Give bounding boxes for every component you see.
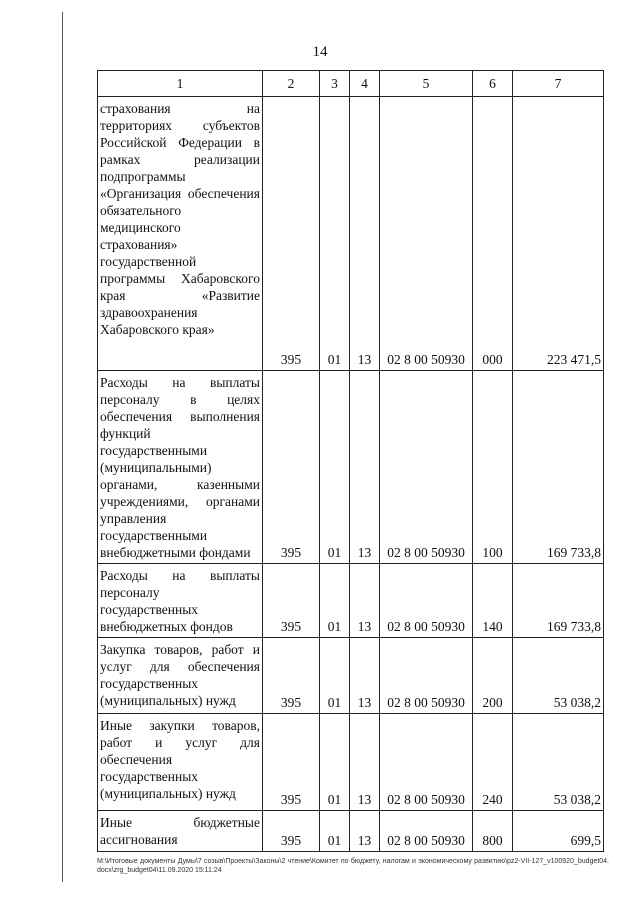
item-name: Иные закупки товаров, работ и услуг для обеспечения государственных (муниципальных) нужд — [98, 714, 263, 811]
expense-type-code: 200 — [473, 638, 513, 714]
target-code: 02 8 00 50930 — [380, 714, 473, 811]
ministry-code: 395 — [263, 638, 320, 714]
ministry-code: 395 — [263, 714, 320, 811]
header-cell: 4 — [350, 71, 380, 97]
ministry-code: 395 — [263, 564, 320, 638]
ministry-code: 395 — [263, 371, 320, 564]
target-code: 02 8 00 50930 — [380, 638, 473, 714]
amount: 53 038,2 — [513, 638, 604, 714]
document-file-path: M:\Итоговые документы Думы\7 созыв\Проекты\Законы\2 чтение\Комитет по бюджету, налогам и экономическому развитию\pz2-VII-127_v100920_budget04.docx\zrg_budget04\11.09.2020 15:11:24 — [97, 858, 609, 874]
amount: 699,5 — [513, 811, 604, 852]
expense-type-code: 000 — [473, 97, 513, 371]
page-number: 14 — [312, 44, 328, 60]
subsection-code: 13 — [350, 564, 380, 638]
table-row — [98, 371, 604, 564]
table-row — [98, 638, 604, 714]
target-code: 02 8 00 50930 — [380, 564, 473, 638]
amount: 169 733,8 — [513, 564, 604, 638]
binding-margin-line — [62, 12, 63, 882]
section-code: 01 — [320, 371, 350, 564]
amount: 53 038,2 — [513, 714, 604, 811]
target-code: 02 8 00 50930 — [380, 811, 473, 852]
expense-type-code: 140 — [473, 564, 513, 638]
subsection-code: 13 — [350, 97, 380, 371]
subsection-code: 13 — [350, 371, 380, 564]
table-header-row — [98, 71, 604, 97]
item-name: Расходы на выплаты персоналу в целях обеспечения выполнения функций государственными (муниципальными) органами, казенными учреждениями, органами управления государственными внебюджетными фондами — [98, 371, 263, 564]
target-code: 02 8 00 50930 — [380, 97, 473, 371]
section-code: 01 — [320, 564, 350, 638]
item-name: Иные бюджетные ассигнования — [98, 811, 263, 852]
section-code: 01 — [320, 811, 350, 852]
item-name: Расходы на выплаты персоналу государственных внебюджетных фондов — [98, 564, 263, 638]
budget-table — [97, 70, 604, 852]
expense-type-code: 100 — [473, 371, 513, 564]
header-cell: 3 — [320, 71, 350, 97]
amount: 169 733,8 — [513, 371, 604, 564]
table-row — [98, 714, 604, 811]
target-code: 02 8 00 50930 — [380, 371, 473, 564]
header-cell: 5 — [380, 71, 473, 97]
subsection-code: 13 — [350, 811, 380, 852]
expense-type-code: 240 — [473, 714, 513, 811]
header-cell: 6 — [473, 71, 513, 97]
subsection-code: 13 — [350, 638, 380, 714]
section-code: 01 — [320, 714, 350, 811]
header-cell: 1 — [98, 71, 263, 97]
header-cell: 2 — [263, 71, 320, 97]
table-row — [98, 811, 604, 852]
table-row — [98, 564, 604, 638]
section-code: 01 — [320, 97, 350, 371]
subsection-code: 13 — [350, 714, 380, 811]
table-row — [98, 97, 604, 371]
ministry-code: 395 — [263, 811, 320, 852]
ministry-code: 395 — [263, 97, 320, 371]
header-cell: 7 — [513, 71, 604, 97]
amount: 223 471,5 — [513, 97, 604, 371]
item-name: Закупка товаров, работ и услуг для обеспечения государственных (муниципальных) нужд — [98, 638, 263, 714]
item-name: страхования на территориях субъектов Российской Федерации в рамках реализации подпрограммы «Организация обеспечения обязательного медицинского страхования» государственной программы Хабаровского края «Развитие здравоохранения Хабаровского края» — [98, 97, 263, 371]
section-code: 01 — [320, 638, 350, 714]
expense-type-code: 800 — [473, 811, 513, 852]
